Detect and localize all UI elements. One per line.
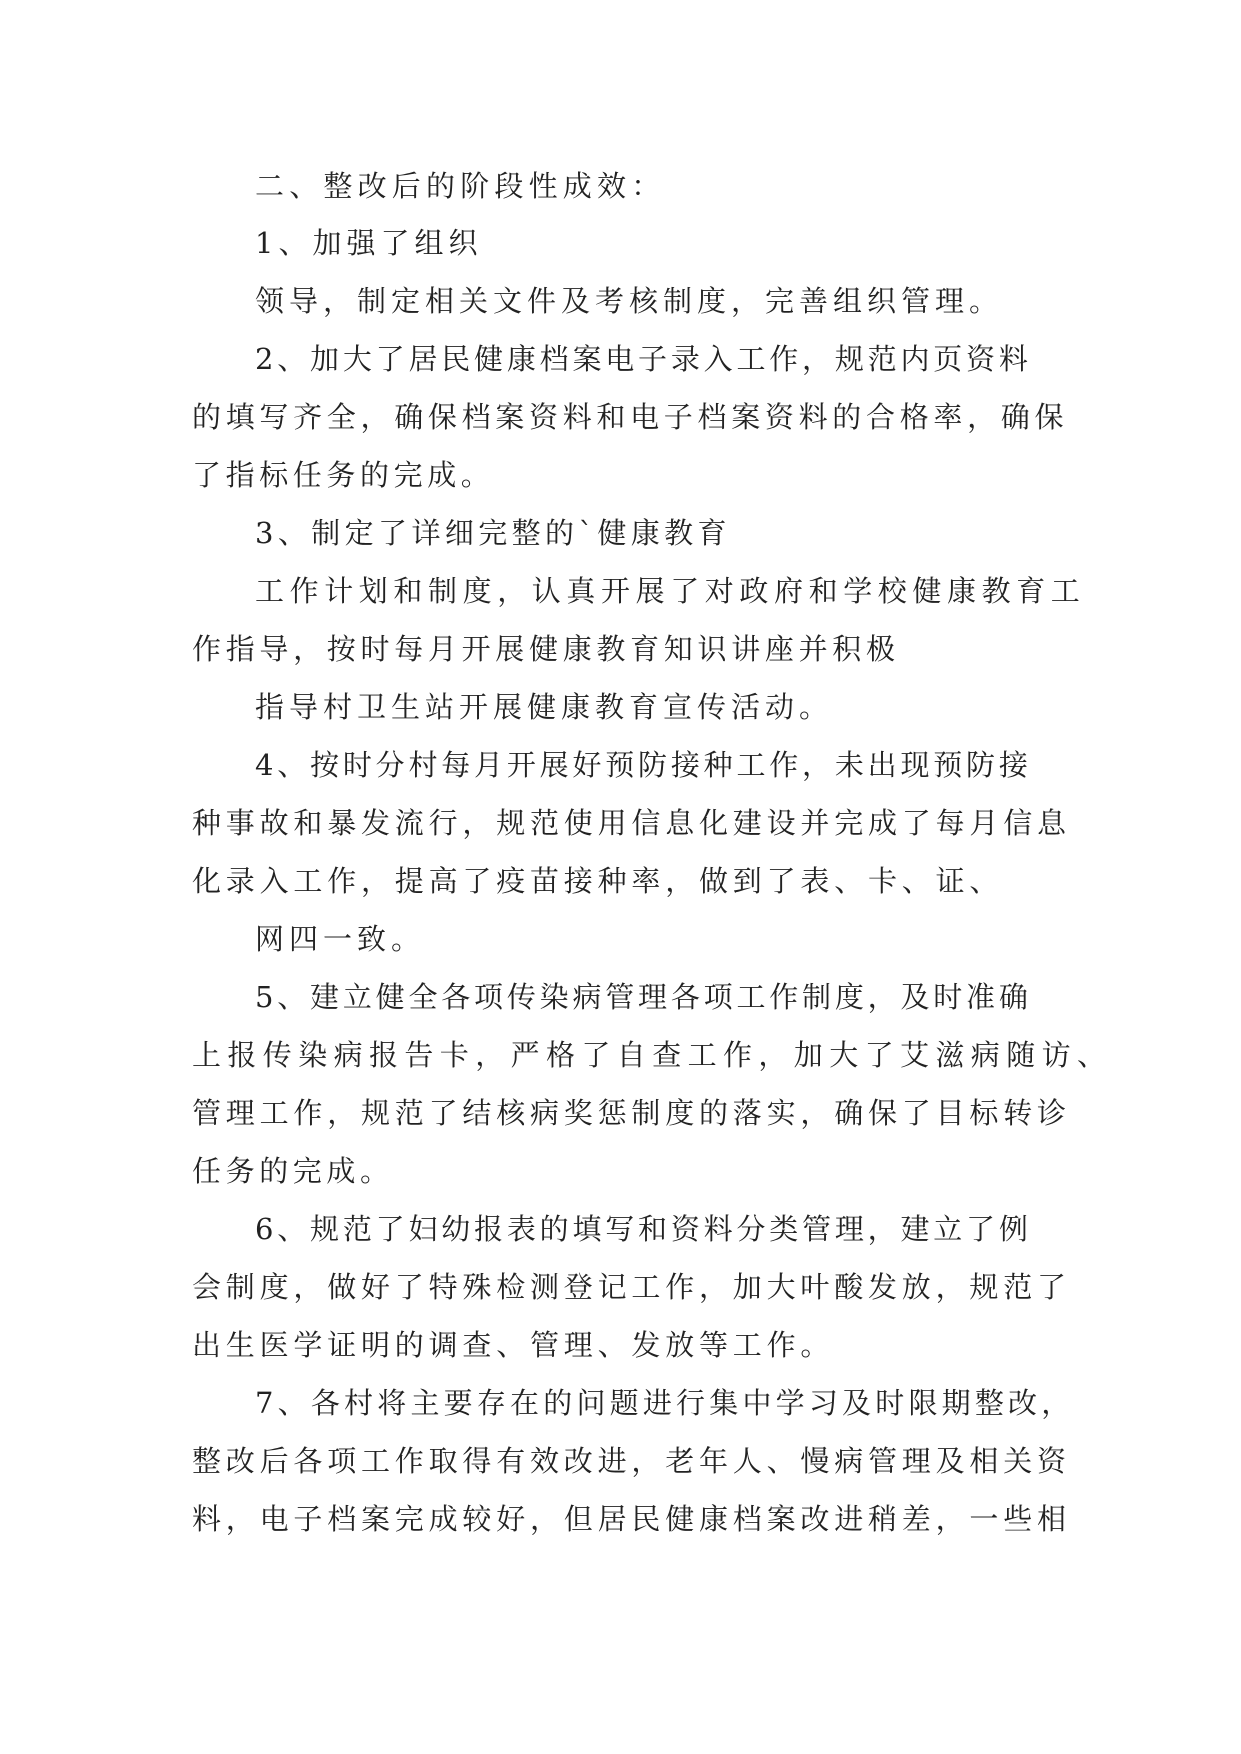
paragraph-line: 出生医学证明的调查、管理、发放等工作。 bbox=[192, 1328, 835, 1362]
paragraph-line: 种事故和暴发流行，规范使用信息化建设并完成了每月信息 bbox=[192, 806, 1071, 840]
item-heading: 3、制定了详细完整的`健康教育 bbox=[255, 516, 731, 550]
paragraph-line: 6、规范了妇幼报表的填写和资料分类管理，建立了例 bbox=[255, 1212, 1032, 1246]
item-heading: 1、加强了组织 bbox=[255, 226, 483, 260]
paragraph-line: 料，电子档案完成较好，但居民健康档案改进稍差，一些相 bbox=[192, 1502, 1071, 1536]
paragraph-line: 7、各村将主要存在的问题进行集中学习及时限期整改， bbox=[255, 1386, 1075, 1420]
paragraph-line: 作指导，按时每月开展健康教育知识讲座并积极 bbox=[192, 632, 900, 666]
paragraph-line: 工作计划和制度，认真开展了对政府和学校健康教育工 bbox=[255, 574, 1086, 608]
paragraph-line: 4、按时分村每月开展好预防接种工作，未出现预防接 bbox=[255, 748, 1032, 782]
paragraph-line: 整改后各项工作取得有效改进，老年人、慢病管理及相关资 bbox=[192, 1444, 1071, 1478]
paragraph-line: 网四一致。 bbox=[255, 922, 426, 956]
paragraph-line: 的填写齐全，确保档案资料和电子档案资料的合格率，确保 bbox=[192, 400, 1069, 434]
paragraph-line: 化录入工作，提高了疫苗接种率，做到了表、卡、证、 bbox=[192, 864, 1004, 898]
paragraph-line: 领导，制定相关文件及考核制度，完善组织管理。 bbox=[255, 284, 1004, 318]
paragraph-line: 了指标任务的完成。 bbox=[192, 458, 495, 492]
paragraph-line: 上报传染病报告卡，严格了自查工作，加大了艾滋病随访、 bbox=[192, 1038, 1113, 1072]
section-heading: 二、整改后的阶段性成效： bbox=[255, 169, 666, 203]
paragraph-line: 5、建立健全各项传染病管理各项工作制度，及时准确 bbox=[255, 980, 1032, 1014]
paragraph-line: 2、加大了居民健康档案电子录入工作，规范内页资料 bbox=[255, 342, 1032, 376]
paragraph-line: 任务的完成。 bbox=[192, 1154, 394, 1188]
paragraph-line: 管理工作，规范了结核病奖惩制度的落实，确保了目标转诊 bbox=[192, 1096, 1071, 1130]
paragraph-line: 会制度，做好了特殊检测登记工作，加大叶酸发放，规范了 bbox=[192, 1270, 1071, 1304]
paragraph-line: 指导村卫生站开展健康教育宣传活动。 bbox=[255, 690, 834, 724]
